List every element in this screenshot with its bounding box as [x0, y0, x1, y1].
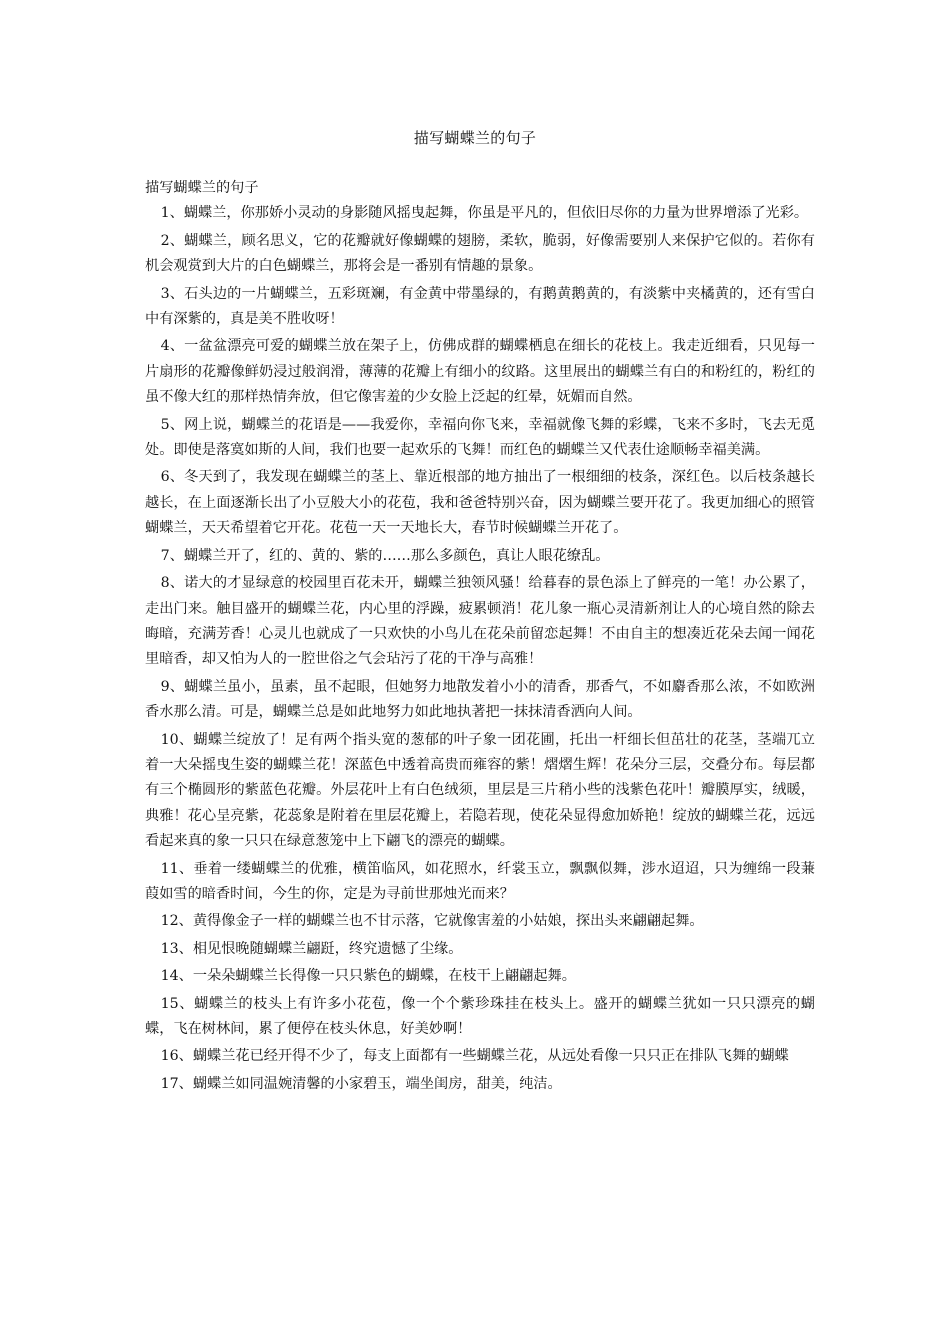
- paragraph-2: 2、蝴蝶兰，顾名思义，它的花瓣就好像蝴蝶的翅膀，柔软，脆弱，好像需要别人来保护它似的。若你有机会观赏到大片的白色蝴蝶兰，那将会是一番别有情趣的景象。: [145, 232, 815, 275]
- paragraph-6: 6、冬天到了，我发现在蝴蝶兰的茎上、靠近根部的地方抽出了一根细细的枝条，深红色。以后枝条越长越长，在上面逐渐长出了小豆般大小的花苞，我和爸爸特别兴奋，因为蝴蝶兰要开花了。我更加细心的照管蝴蝶兰，天天希望着它开花。花苞一天一天地长大，春节时候蝴蝶兰开花了。: [145, 469, 815, 537]
- document-subtitle: 描写蝴蝶兰的句子: [145, 180, 259, 196]
- paragraph-7: 7、蝴蝶兰开了，红的、黄的、紫的……那么多颜色，真让人眼花缭乱。: [160, 547, 610, 564]
- paragraph-16: 16、蝴蝶兰花已经开得不少了，每支上面都有一些蝴蝶兰花，从远处看像一只只正在排队飞舞的蝴蝶: [160, 1048, 789, 1065]
- paragraph-14: 14、一朵朵蝴蝶兰长得像一只只紫色的蝴蝶，在枝干上翩翩起舞。: [160, 968, 576, 985]
- paragraph-8: 8、诺大的才显绿意的校园里百花未开，蝴蝶兰独领风骚！给暮春的景色添上了鲜亮的一笔！办公累了，走出门来。触目盛开的蝴蝶兰花，内心里的浮躁，疲累顿消！花儿象一瓶心灵清新剂让人的心境自然的除去晦暗，充满芳香！心灵儿也就成了一只欢快的小鸟儿在花朵前留恋起舞！不由自主的想凑近花朵去闻一闻花里暗香，却又怕为人的一腔世俗之气会玷污了花的干净与高雅！: [145, 575, 815, 668]
- paragraph-17: 17、蝴蝶兰如同温婉清馨的小家碧玉，端坐闺房，甜美，纯洁。: [160, 1075, 562, 1092]
- paragraph-4: 4、一盆盆漂亮可爱的蝴蝶兰放在架子上，仿佛成群的蝴蝶栖息在细长的花枝上。我走近细看，只见每一片扇形的花瓣像鲜奶浸过般润滑，薄薄的花瓣上有细小的纹路。这里展出的蝴蝶兰有白的和粉红的，粉红的虽不像大红的那样热情奔放，但它像害羞的少女脸上泛起的红晕，妩媚而自然。: [145, 338, 815, 406]
- paragraph-15: 15、蝴蝶兰的枝头上有许多小花苞，像一个个紫珍珠挂在枝头上。盛开的蝴蝶兰犹如一只只漂亮的蝴蝶，飞在树林间，累了便停在枝头休息，好美妙啊！: [145, 995, 815, 1037]
- paragraph-10: 10、蝴蝶兰绽放了！足有两个指头宽的葱郁的叶子象一团花圃，托出一杆细长但茁壮的花茎，茎端兀立着一大朵摇曳生姿的蝴蝶兰花！深蓝色中透着高贵而雍容的紫！熠熠生辉！花朵分三层，交叠分布。每层都有三个椭圆形的紫蓝色花瓣。外层花叶上有白色绒须，里层是三片稍小些的浅紫色花叶！瓣膜厚实，绒暖，典雅！花心呈亮紫，花蕊象是附着在里层花瓣上，若隐若现，使花朵显得愈加娇艳！绽放的蝴蝶兰花，远远看起来真的象一只只在绿意葱笼中上下翩飞的漂亮的蝴蝶。: [145, 731, 815, 850]
- paragraph-12: 12、黄得像金子一样的蝴蝶兰也不甘示落，它就像害羞的小姑娘，探出头来翩翩起舞。: [160, 913, 704, 930]
- paragraph-5: 5、网上说，蝴蝶兰的花语是——我爱你，幸福向你飞来，幸福就像飞舞的彩蝶，飞来不多时，飞去无觅处。即使是落寞如斯的人间，我们也要一起欢乐的飞舞！而红色的蝴蝶兰又代表仕途顺畅幸福美满。: [145, 416, 815, 459]
- paragraph-9: 9、蝴蝶兰虽小，虽素，虽不起眼，但她努力地散发着小小的清香，那香气，不如麝香那么浓，不如欧洲香水那么清。可是，蝴蝶兰总是如此地努力如此地执著把一抹抹清香洒向人间。: [145, 678, 815, 721]
- document-body: [145, 176, 815, 1099]
- page-title: 描写蝴蝶兰的句子: [413, 129, 537, 147]
- paragraph-3: 3、石头边的一片蝴蝶兰，五彩斑斓，有金黄中带墨绿的，有鹅黄鹅黄的，有淡紫中夹橘黄的，还有雪白中有深紫的，真是美不胜收呀！: [145, 285, 815, 328]
- paragraph-1: 1、蝴蝶兰，你那娇小灵动的身影随风摇曳起舞，你虽是平凡的，但依旧尽你的力量为世界增添了光彩。: [160, 205, 809, 222]
- paragraph-13: 13、相见恨晚随蝴蝶兰翩跹，终究遗憾了尘缘。: [160, 940, 463, 957]
- paragraph-11: 11、垂着一缕蝴蝶兰的优雅，横笛临风，如花照水，纤裳玉立，飘飘似舞，涉水迢迢，只为缠绵一段蒹葭如雪的暗香时间，今生的你，定是为寻前世那烛光而来？: [145, 860, 815, 902]
